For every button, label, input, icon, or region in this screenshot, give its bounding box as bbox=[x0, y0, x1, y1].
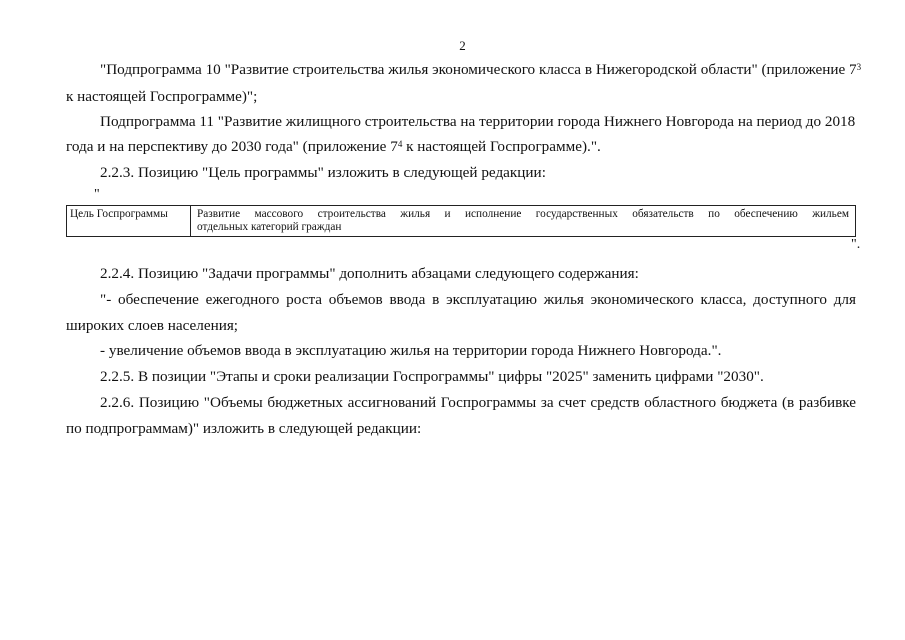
task-1-line-1: "- обеспечение ежегодного роста объемов ввода в эксплуатацию жилья экономического класса, доступного для bbox=[100, 291, 856, 308]
close-quote: ". bbox=[851, 237, 861, 252]
subprogram-10-line-2: к настоящей Госпрограмме)"; bbox=[66, 88, 258, 105]
goal-table bbox=[66, 205, 856, 237]
subprogram-10-line-1: "Подпрограмма 10 "Развитие строительства жилья экономического класса в Нижегородской области" (приложение $7^3$ bbox=[100, 61, 862, 78]
goal-text-line-1: Развитие массового строительства жилья и исполнение государственных обязательств по обеспечению жильем bbox=[197, 208, 849, 220]
page-number: 2 bbox=[459, 38, 466, 53]
task-1-line-2: широких слоев населения; bbox=[66, 317, 239, 334]
paragraph-2-2-5: 2.2.5. В позиции "Этапы и сроки реализации Госпрограммы" цифры "2025" заменить цифрами "2030". bbox=[100, 368, 764, 385]
superscript: 4 bbox=[397, 139, 403, 149]
open-quote: " bbox=[94, 187, 100, 202]
paragraph-2-2-6-line-1: 2.2.6. Позицию "Объемы бюджетных ассигнований Госпрограммы за счет средств областного бюджета (в разбивке bbox=[100, 394, 856, 411]
goal-text-line-2: отдельных категорий граждан bbox=[197, 221, 342, 233]
subprogram-11-line-1: Подпрограмма 11 "Развитие жилищного строительства на территории города Нижнего Новгорода на период до 2018 bbox=[100, 113, 856, 130]
paragraph-2-2-6-line-2: по подпрограммам)" изложить в следующей редакции: bbox=[66, 420, 422, 437]
paragraph-2-2-4: 2.2.4. Позицию "Задачи программы" дополнить абзацами следующего содержания: bbox=[100, 265, 639, 282]
subprogram-11-line-2: года и на перспективу до 2030 года" (приложение $7^4$ к настоящей Госпрограмме).". bbox=[66, 138, 601, 155]
task-2: - увеличение объемов ввода в эксплуатацию жилья на территории города Нижнего Новгорода.". bbox=[100, 342, 722, 359]
goal-label-cell: Цель Госпрограммы bbox=[67, 206, 191, 236]
goal-text-cell bbox=[191, 206, 855, 234]
superscript: 3 bbox=[856, 62, 862, 72]
paragraph-2-2-3: 2.2.3. Позицию "Цель программы" изложить в следующей редакции: bbox=[100, 164, 546, 181]
